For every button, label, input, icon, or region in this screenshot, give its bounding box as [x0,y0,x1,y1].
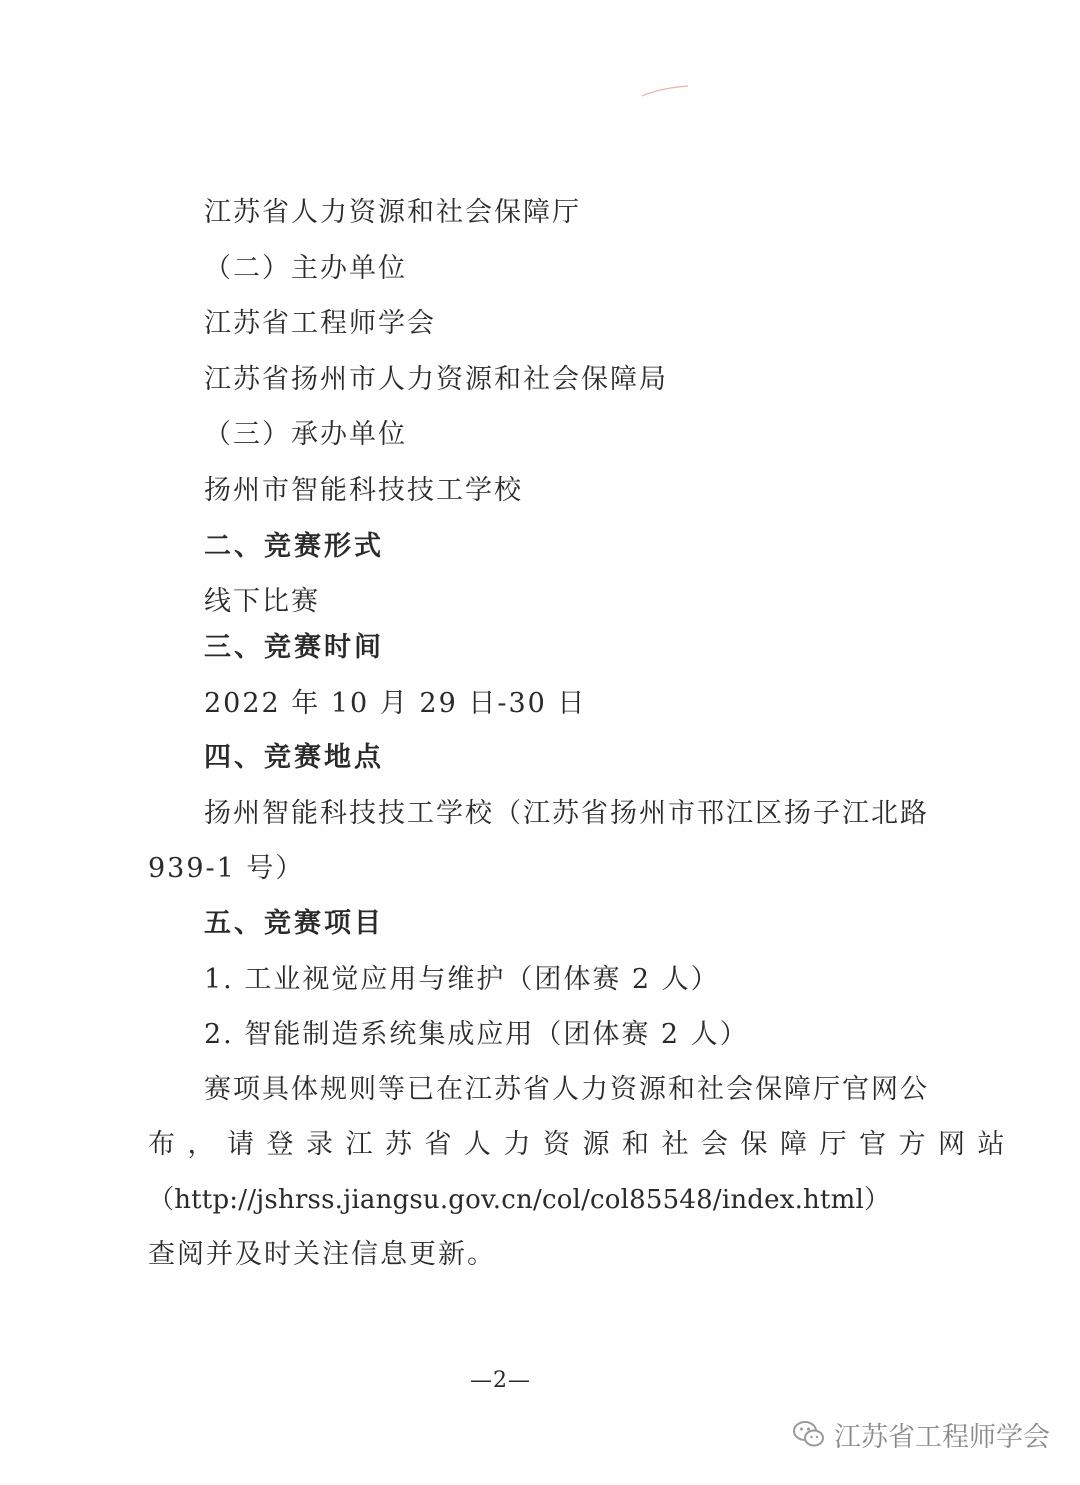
page-number: —2— [470,1368,531,1393]
doc-line-3: 江苏省工程师学会 [204,308,436,339]
doc-line-16: 2. 智能制造系统集成应用（团体赛 2 人） [204,1019,749,1050]
section-heading-time: 三、竞赛时间 [204,632,384,663]
watermark-label: 江苏省工程师学会 [834,1421,1050,1453]
section-heading-location: 四、竞赛地点 [204,742,384,773]
doc-line-5: （三）承办单位 [204,419,407,450]
doc-line-19: （http://jshrss.jiangsu.gov.cn/col/col85548/index.html） [148,1185,891,1215]
doc-line-2: （二）主办单位 [204,253,407,284]
doc-line-13: 939-1 号） [148,853,305,884]
doc-line-20: 查阅并及时关注信息更新。 [148,1239,496,1270]
watermark [792,1412,1050,1456]
section-heading-events: 五、竞赛项目 [204,908,384,939]
doc-line-15: 1. 工业视觉应用与维护（团体赛 2 人） [204,964,720,995]
section-heading-format: 二、竞赛形式 [204,531,384,562]
doc-line-10: 2022 年 10 月 29 日-30 日 [204,688,587,719]
wechat-icon [792,1419,826,1449]
doc-line-6: 扬州市智能科技技工学校 [204,475,523,506]
doc-line-8: 线下比赛 [204,586,320,617]
doc-line-1: 江苏省人力资源和社会保障厅 [204,197,581,228]
ink-mark [640,80,690,100]
doc-line-4: 江苏省扬州市人力资源和社会保障局 [204,364,668,395]
doc-line-17: 赛项具体规则等已在江苏省人力资源和社会保障厅官网公 [204,1074,929,1105]
doc-line-12: 扬州智能科技技工学校（江苏省扬州市邗江区扬子江北路 [204,798,929,829]
doc-line-18: 布，请登录江苏省人力资源和社会保障厅官方网站 [148,1129,1017,1160]
